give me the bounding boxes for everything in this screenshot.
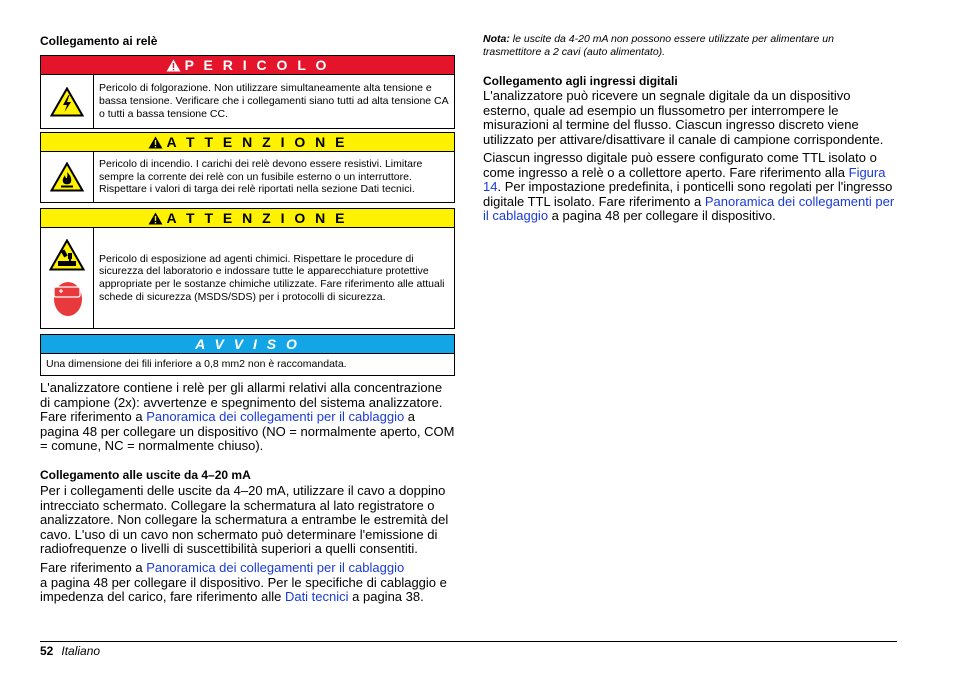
notice-label: A V V I S O xyxy=(195,336,300,352)
danger-box xyxy=(40,55,455,129)
warning-triangle-icon xyxy=(148,212,163,225)
caution-box-chemical xyxy=(40,208,455,329)
heading-digital-inputs: Collegamento agli ingressi digitali xyxy=(483,74,678,88)
heading-analog-outputs: Collegamento alle uscite da 4–20 mA xyxy=(40,468,251,482)
note-label: Nota: xyxy=(483,33,510,45)
figure-14-link[interactable]: Figura 14 xyxy=(483,164,886,195)
notice-header xyxy=(41,335,454,354)
warning-triangle-icon xyxy=(166,59,181,72)
caution-text-fire: Pericolo di incendio. I carichi dei relè devono essere resistivi. Limitare sempre la corrente dei relè con un fusibile esterno o un interruttore. Rispettare i valori di targa dei relè riportati nella sezione Dati tecnici. xyxy=(99,157,423,196)
note-text: le uscite da 4-20 mA non possono essere utilizzate per alimentare un trasmettitore a 2 cavi (auto alimentato). xyxy=(483,33,834,58)
outputs-reference-text-end: a pagina 38. xyxy=(348,589,424,605)
electric-shock-icon xyxy=(50,87,84,117)
danger-text: Pericolo di folgorazione. Non utilizzare simultaneamente alta tensione e bassa tensione. Verificare che i collegamenti siano tutti ad alta tensione CA o tutti a bassa tensione CC. xyxy=(99,82,449,120)
relay-paragraph xyxy=(40,381,455,454)
danger-header xyxy=(41,56,454,75)
danger-icons xyxy=(41,75,94,128)
relay-paragraph-text-end: a pagina 48 per collegare un dispositivo (NO = normalmente aperto, COM = comune, NC = normalmente chiuso). xyxy=(40,409,455,454)
relay-paragraph-text: L'analizzatore contiene i relè per gli allarmi relativi alla concentrazione di campione (2x): avvertenze e spegnimento del sistema analizzatore. Fare riferimento a xyxy=(40,380,443,425)
wiring-overview-link[interactable]: Panoramica dei collegamenti per il cablaggio xyxy=(483,193,895,224)
digital-config-paragraph xyxy=(483,151,898,224)
caution-header-fire xyxy=(41,133,454,152)
digital-config-text-end: a pagina 48 per collegare il dispositivo. xyxy=(548,208,776,224)
page-number: 52 xyxy=(40,644,54,658)
notice-box xyxy=(40,334,455,376)
caution-text-chemical: Pericolo di esposizione ad agenti chimici. Rispettare le procedure di sicurezza del laboratorio e indossare tutte le apparecchiature protettive appropriate per le sostanze chimiche utilizzate. Fare riferimento alle attuali schede di sicurezza (MSDS/SDS) per i protocolli di sicurezza. xyxy=(99,252,445,303)
caution-box-fire xyxy=(40,132,455,203)
technical-data-link[interactable]: Dati tecnici xyxy=(284,589,349,605)
danger-label: P E R I C O L O xyxy=(184,57,330,73)
wiring-overview-link[interactable]: Panoramica dei collegamenti per il cablaggio xyxy=(146,560,405,575)
outputs-paragraph: Per i collegamenti delle uscite da 4–20 mA, utilizzare il cavo a doppino intrecciato schermato. Collegare la schermatura al lato registratore o analizzatore. Non collegare la schermatura a entrambe le estremità del cavo. L'uso di un cavo non schermato può determinare l'emissione di radiofrequenze o livelli di suscettibilità superiori a quelli consentiti. xyxy=(40,483,449,557)
outputs-reference-text: Fare riferimento a xyxy=(40,560,147,575)
face-shield-icon xyxy=(51,279,83,317)
warning-triangle-icon xyxy=(148,136,163,149)
note-paragraph xyxy=(483,33,883,59)
fire-hazard-icon xyxy=(50,162,84,192)
page-footer xyxy=(40,644,100,658)
outputs-reference-paragraph xyxy=(40,561,450,605)
footer-divider xyxy=(40,641,897,642)
footer-language: Italiano xyxy=(61,644,101,658)
digital-inputs-paragraph: L'analizzatore può ricevere un segnale digitale da un dispositivo esterno, quale ad esempio un flussometro per interrompere le misurazioni al termine del flusso. Ciascun ingresso discreto viene utilizzato per attivare/disattivare il canale di campione corrispondente. xyxy=(483,88,884,147)
caution-label-chemical: A T T E N Z I O N E xyxy=(166,210,348,226)
outputs-reference-text-mid: a pagina 48 per collegare il dispositivo. Per le specifiche di cablaggio e impedenza del carico, fare riferimento alle xyxy=(40,574,447,605)
caution-label-fire: A T T E N Z I O N E xyxy=(166,134,348,150)
caution-icons-chemical xyxy=(41,228,94,328)
wiring-overview-link[interactable]: Panoramica dei collegamenti per il cablaggio xyxy=(146,409,405,425)
heading-relay-connection: Collegamento ai relè xyxy=(40,34,158,48)
caution-header-chemical xyxy=(41,209,454,228)
caution-icons-fire xyxy=(41,152,94,202)
notice-text: Una dimensione dei fili inferiore a 0,8 mm2 non è raccomandata. xyxy=(46,358,347,370)
chemical-hazard-icon xyxy=(49,239,85,271)
digital-config-text-mid: . Per impostazione predefinita, i ponticelli sono regolati per l'ingresso digitale TTL isolato. Fare riferimento a xyxy=(483,179,893,209)
digital-config-text: Ciascun ingresso digitale può essere configurato come TTL isolato o come ingresso a relè o a collettore aperto. Fare riferimento alla xyxy=(483,150,877,180)
